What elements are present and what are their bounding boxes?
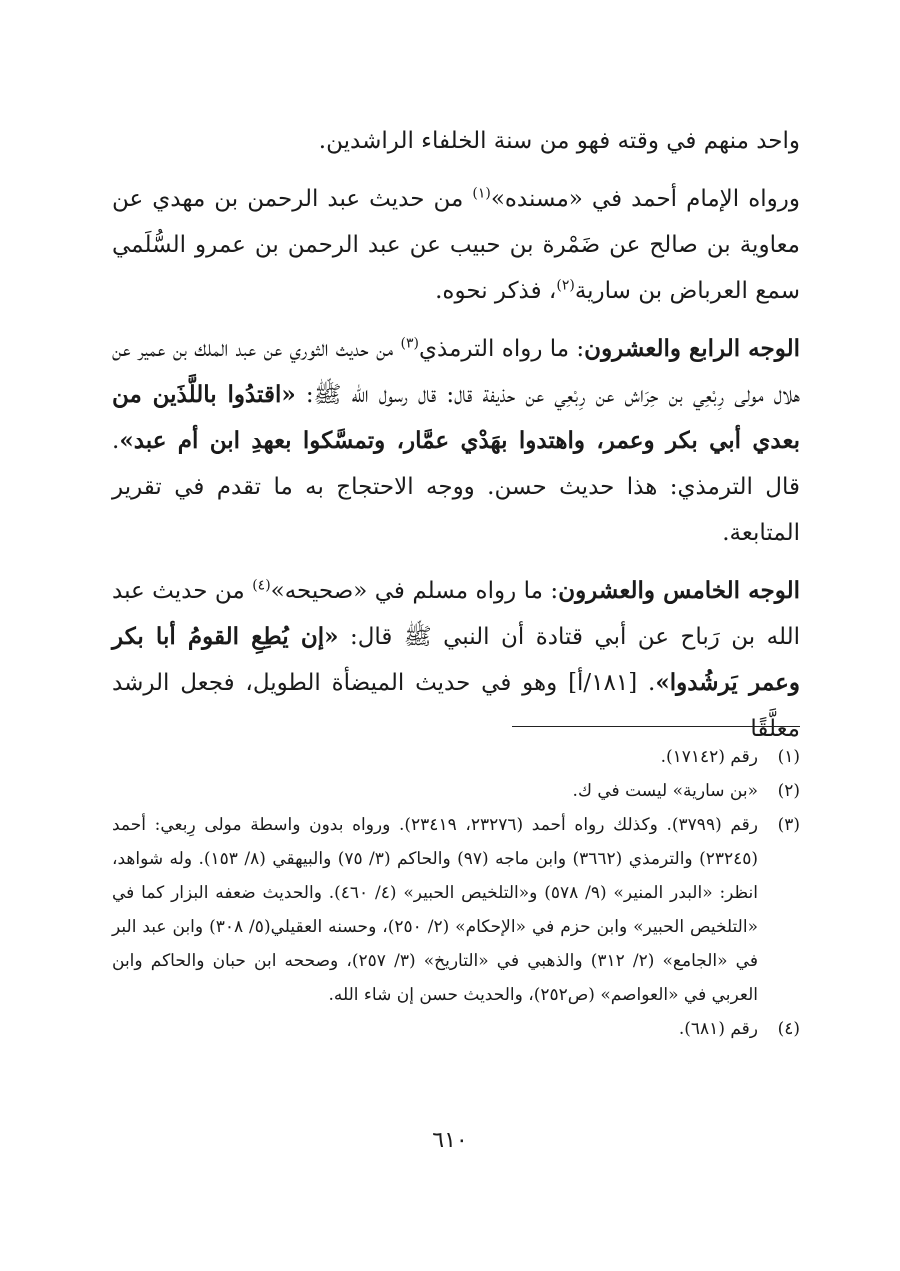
paragraph-1: [112, 118, 800, 164]
hadith-quote-1: «اقتدُوا باللَّذَين من بعدي أبي بكر وعمر، واهتدوا بهَدْي عمَّار، وتمسَّكوا بعهدِ ابن أم عبد»: [112, 381, 800, 454]
footnote-4: [112, 1012, 800, 1046]
footnote-2: [112, 774, 800, 808]
footnote-ref-4[interactable]: (٤): [252, 577, 271, 594]
footnote-number: (١): [777, 747, 800, 767]
footnote-text: رقم (٦٨١).: [678, 1019, 758, 1039]
paragraph-2-text-b: من حديث عبد الرحمن بن مهدي عن معاوية بن صالح عن ضَمْرة بن حبيب عن عبد الرحمن بن عمرو السُّلَمي سمع العرباض بن سارية: [112, 186, 800, 304]
paragraph-4-text-b: من حديث عبد الله بن رَباح عن أبي قتادة أن النبي ﷺ قال:: [112, 578, 800, 650]
main-text: [112, 118, 800, 764]
paragraph-3: [112, 326, 800, 556]
hadith-quote-2: «إن يُطِعِ القومُ أبا بكر وعمر يَرشُدوا»: [112, 623, 800, 696]
footnote-number: (٣): [777, 815, 800, 835]
paragraph-1-text: واحد منهم في وقته فهو من سنة الخلفاء الراشدين.: [318, 128, 800, 154]
footnote-3: [112, 808, 800, 1012]
paragraph-2-text-a: ورواه الإمام أحمد في «مسنده»: [490, 186, 800, 212]
footnote-ref-3[interactable]: (٣): [400, 335, 420, 352]
section-heading-24: الوجه الرابع والعشرون: [584, 335, 800, 362]
footnotes: [112, 740, 800, 1046]
paragraph-2: [112, 176, 800, 314]
footnote-text: رقم (١٧١٤٢).: [660, 747, 758, 767]
paragraph-4-text-c: . [١٨١/أ] وهو في حديث الميضأة الطويل، فجعل الرشد معلَّقًا: [112, 670, 800, 742]
paragraph-3-text-b: من حديث الثوري عن عبد الملك بن عمير عن هلال مولى رِبْعِي بن حِرَاش عن رِبْعِي عن حذيفة قال: قال رسول الله ﷺ:: [112, 336, 800, 408]
section-heading-25: الوجه الخامس والعشرون: [558, 577, 801, 604]
footnote-ref-1[interactable]: (١): [472, 185, 491, 202]
paragraph-3-text-a: : ما رواه الترمذي: [419, 336, 585, 362]
footnote-ref-2[interactable]: (٢): [556, 277, 575, 294]
paragraph-3-text-c: . قال الترمذي: هذا حديث حسن. ووجه الاحتجاج به ما تقدم في تقرير المتابعة.: [112, 428, 800, 546]
footnote-text: «بن سارية» ليست في ك.: [572, 781, 758, 801]
page-number: ٦١٠: [432, 1128, 468, 1153]
paragraph-4-text-a: : ما رواه مسلم في «صحيحه»: [270, 578, 559, 604]
footnote-separator: [512, 726, 800, 727]
footnote-number: (٤): [777, 1019, 800, 1039]
footnote-number: (٢): [777, 781, 800, 801]
footnote-1: [112, 740, 800, 774]
footnote-text: رقم (٣٧٩٩). وكذلك رواه أحمد (٢٣٢٧٦، ٢٣٤١٩). ورواه بدون واسطة مولى رِبعي: أحمد (٢٣٢٤٥) والترمذي (٣٦٦٢) وابن ماجه (٩٧) والحاكم (٣/ ٧٥) والبيهقي (٨/ ١٥٣). وله شواهد، انظر: «البدر المنير» (٩/ ٥٧٨) و«التلخيص الحبير» (٤/ ٤٦٠). والحديث ضعفه البزار كما في «التلخيص الحبير» وابن حزم في «الإحكام» (٢/ ٢٥٠)، وحسنه العقيلي(٥/ ٣٠٨) وابن عبد البر في «الجامع» (٢/ ٣١٢) والذهبي في «التاريخ» (٣/ ٢٥٧)، وصححه ابن حبان والحاكم وابن العربي في «العواصم» (ص٢٥٢)، والحديث حسن إن شاء الله.: [112, 815, 759, 1005]
paragraph-4: [112, 568, 800, 752]
paragraph-2-text-c: ، فذكر نحوه.: [435, 278, 557, 304]
